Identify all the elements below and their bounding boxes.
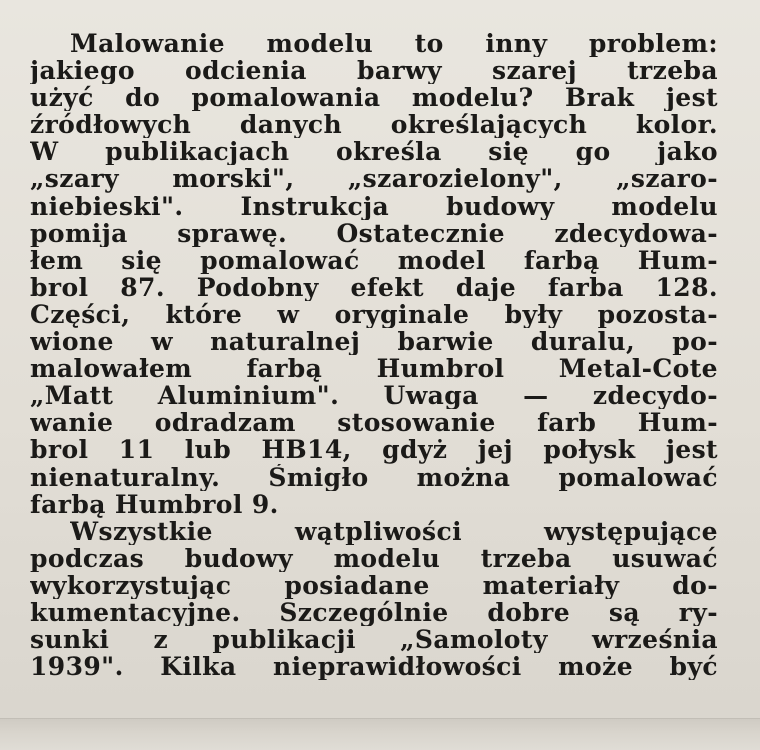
text-line-22: kumentacyjne. Szczególnie dobre są ry- [30, 598, 718, 627]
text-line-7: niebieski". Instrukcja budowy modelu [30, 192, 718, 220]
text-line-12: wione w naturalnej barwie duralu, po- [30, 328, 718, 356]
text-line-1: Malowanie modelu to inny problem: [70, 30, 718, 58]
article-text [30, 30, 718, 680]
text-line-6: „szary morski", „szarozielony", „szaro- [30, 165, 718, 193]
text-line-3: użyć do pomalowania modelu? Brak jest [30, 84, 718, 112]
text-line-23: sunki z publikacji „Samoloty września [30, 626, 718, 654]
text-line-4: źródłowych danych określających kolor. [30, 111, 718, 139]
text-line-17: nienaturalny. Śmigło można pomalować [30, 463, 718, 491]
text-line-11: Części, które w oryginale były pozosta- [30, 300, 718, 329]
text-line-20: podczas budowy modelu trzeba usuwać [30, 544, 718, 572]
text-line-10: brol 87. Podobny efekt daje farba 128. [30, 273, 718, 301]
paper-fold-edge [0, 718, 760, 750]
text-line-14: „Matt Aluminium". Uwaga — zdecydo- [30, 382, 718, 410]
text-line-9: łem się pomalować model farbą Hum- [30, 246, 718, 274]
text-line-13: malowałem farbą Humbrol Metal-Cote [30, 355, 718, 383]
text-line-18: farbą Humbrol 9. [30, 490, 279, 518]
text-line-2: jakiego odcienia barwy szarej trzeba [30, 57, 718, 85]
text-line-24: 1939". Kilka nieprawidłowości może być [30, 653, 718, 681]
text-line-5: W publikacjach określa się go jako [30, 138, 718, 166]
text-line-21: wykorzystując posiadane materiały do- [30, 571, 718, 599]
text-line-19: Wszystkie wątpliwości występujące [70, 517, 718, 545]
text-line-15: wanie odradzam stosowanie farb Hum- [30, 409, 718, 437]
text-line-8: pomija sprawę. Ostatecznie zdecydowa- [30, 219, 718, 247]
text-line-16: brol 11 lub HB14, gdyż jej połysk jest [30, 436, 718, 464]
